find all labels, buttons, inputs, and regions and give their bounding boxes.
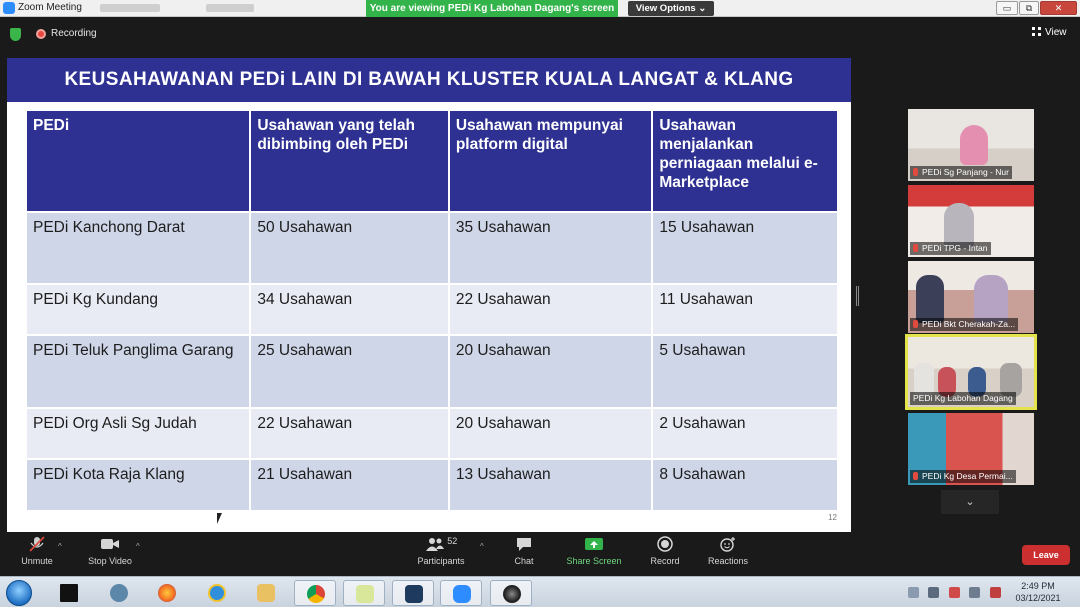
slide-page-number: 12	[828, 513, 837, 522]
table-header-row	[27, 111, 837, 211]
participants-count: 52	[447, 536, 458, 546]
table-cell: PEDi Teluk Panglima Garang	[27, 336, 249, 407]
internet-explorer-icon	[208, 584, 226, 602]
view-label: View	[1045, 27, 1067, 38]
unmute-button[interactable]	[16, 536, 58, 566]
clock-time: 2:49 PM	[1021, 581, 1055, 591]
network-icon[interactable]	[969, 587, 980, 598]
participant-name-tag	[910, 242, 991, 255]
recording-icon	[36, 29, 46, 39]
windows-taskbar	[0, 576, 1080, 607]
monitor-icon	[405, 585, 423, 603]
window-title: Zoom Meeting	[18, 2, 82, 13]
panel-resize-handle[interactable]	[856, 286, 859, 306]
person-figure	[916, 275, 944, 323]
mouse-cursor-icon	[217, 513, 222, 524]
mic-muted-icon	[913, 320, 918, 328]
table-cell: 13 Usahawan	[450, 460, 652, 510]
table-cell: PEDi Kg Kundang	[27, 285, 249, 334]
view-options-button[interactable]	[628, 1, 714, 16]
chevron-down-icon: ⌄	[965, 496, 975, 508]
chrome-icon	[307, 585, 325, 603]
table-row	[27, 409, 837, 458]
chevron-down-icon: ⌄	[698, 3, 707, 14]
video-tile[interactable]	[908, 261, 1034, 333]
table-row	[27, 285, 837, 334]
minimize-button[interactable]: ▭	[996, 1, 1018, 15]
taskbar-app-chrome[interactable]	[294, 580, 336, 606]
reactions-label: Reactions	[707, 556, 749, 566]
taskbar-app-firefox[interactable]	[146, 580, 188, 606]
table-cell: 11 Usahawan	[653, 285, 837, 334]
person-figure	[960, 125, 988, 165]
table-cell: PEDi Kanchong Darat	[27, 213, 249, 283]
table-cell: PEDi Kota Raja Klang	[27, 460, 249, 510]
taskbar-clock[interactable]	[1010, 580, 1066, 604]
clock-date: 03/12/2021	[1015, 593, 1061, 603]
participants-icon-group	[421, 536, 461, 552]
document-app-icon	[60, 584, 78, 602]
microphone-muted-icon	[28, 536, 46, 552]
table-row	[27, 336, 837, 407]
person-figure	[974, 275, 1008, 323]
leave-meeting-button[interactable]: Leave	[1022, 545, 1070, 565]
participant-name-tag	[910, 470, 1016, 483]
participant-name: PEDi TPG - Intan	[922, 243, 988, 253]
view-options-label: View Options	[635, 3, 696, 14]
table-cell: 2 Usahawan	[653, 409, 837, 458]
table-cell: 20 Usahawan	[450, 409, 652, 458]
column-header: Usahawan yang telah dibimbing oleh PEDi	[251, 111, 447, 211]
camera-icon	[503, 585, 521, 603]
participant-name-tag	[910, 392, 1016, 405]
folder-icon	[257, 584, 275, 602]
participants-button[interactable]	[413, 536, 469, 566]
security-icon[interactable]	[949, 587, 960, 598]
tab-placeholder	[100, 4, 160, 12]
meeting-toolbar	[0, 532, 1080, 575]
system-tray	[908, 585, 1006, 599]
record-button[interactable]	[648, 536, 682, 566]
video-options-caret-icon[interactable]: ^	[136, 542, 140, 551]
column-header: Usahawan menjalankan perniagaan melalui e-Marketplace	[653, 111, 837, 211]
table-cell: 5 Usahawan	[653, 336, 837, 407]
reactions-button[interactable]	[705, 536, 751, 566]
chat-button[interactable]	[508, 536, 540, 566]
video-camera-icon	[100, 536, 120, 552]
share-screen-label: Share Screen	[566, 556, 622, 566]
action-center-icon[interactable]	[990, 587, 1001, 598]
restore-button[interactable]: ⧉	[1019, 1, 1039, 15]
participant-name-tag	[910, 166, 1012, 179]
share-screen-icon	[584, 536, 604, 552]
table-cell: 21 Usahawan	[251, 460, 447, 510]
title-bar	[0, 0, 1080, 17]
participant-name: PEDi Bkt Cherakah-Za...	[922, 319, 1016, 329]
video-tile[interactable]	[908, 109, 1034, 181]
column-header: PEDi	[27, 111, 249, 211]
participant-name: PEDi Kg Desa Permai...	[922, 471, 1013, 481]
show-hidden-icons-icon[interactable]	[908, 587, 919, 598]
share-screen-button[interactable]	[565, 536, 623, 566]
taskbar-app-zoom[interactable]	[440, 580, 482, 606]
start-button-icon[interactable]	[6, 580, 32, 606]
pedi-table	[25, 109, 839, 512]
close-button[interactable]: ✕	[1040, 1, 1077, 15]
stop-video-button[interactable]	[84, 536, 136, 566]
tab-placeholder	[206, 4, 254, 12]
mic-muted-icon	[913, 472, 918, 480]
table-cell: 35 Usahawan	[450, 213, 652, 283]
record-label: Record	[650, 556, 680, 566]
smiley-plus-icon	[719, 536, 737, 552]
zoom-icon	[453, 585, 471, 603]
table-cell: 15 Usahawan	[653, 213, 837, 283]
taskbar-app-document[interactable]	[48, 580, 90, 606]
mic-muted-icon	[913, 244, 918, 252]
participant-name-tag	[910, 318, 1018, 331]
record-icon	[656, 536, 674, 552]
people-icon	[425, 536, 445, 552]
firefox-icon	[158, 584, 176, 602]
scroll-down-tiles-button[interactable]	[941, 490, 999, 514]
video-tile[interactable]	[908, 413, 1034, 485]
taskbar-app-notes[interactable]	[343, 580, 385, 606]
participants-options-caret-icon[interactable]: ^	[480, 542, 484, 551]
column-header: Usahawan mempunyai platform digital	[450, 111, 652, 211]
table-cell: 20 Usahawan	[450, 336, 652, 407]
table-cell: 50 Usahawan	[251, 213, 447, 283]
chat-label: Chat	[514, 556, 534, 566]
taskbar-app-camera[interactable]	[490, 580, 532, 606]
video-tile-active-speaker[interactable]	[905, 334, 1037, 410]
taskbar-app-file-explorer[interactable]	[245, 580, 287, 606]
viewing-banner: You are viewing PEDi Kg Labohan Dagang's screen	[366, 0, 618, 17]
shared-screen	[7, 58, 851, 532]
recording-label[interactable]: Recording	[51, 28, 97, 39]
slide-title: KEUSAHAWANAN PEDi LAIN DI BAWAH KLUSTER KUALA LANGAT & KLANG	[64, 69, 794, 90]
mic-muted-icon	[913, 168, 918, 176]
table-cell: 8 Usahawan	[653, 460, 837, 510]
meeting-top-bar	[0, 17, 1080, 51]
view-button[interactable]	[1032, 27, 1067, 38]
unmute-label: Unmute	[21, 556, 53, 566]
audio-options-caret-icon[interactable]: ^	[58, 542, 62, 551]
grid-icon	[1032, 27, 1041, 36]
table-cell: 22 Usahawan	[450, 285, 652, 334]
taskbar-app-screen[interactable]	[392, 580, 434, 606]
chat-bubble-icon	[515, 536, 533, 552]
participant-name: PEDi Sg Panjang - Nur	[922, 167, 1009, 177]
table-cell: 22 Usahawan	[251, 409, 447, 458]
taskbar-app-internet-explorer[interactable]	[196, 580, 238, 606]
table-cell: 25 Usahawan	[251, 336, 447, 407]
participants-label: Participants	[417, 556, 465, 566]
volume-icon[interactable]	[928, 587, 939, 598]
tool-app-icon	[110, 584, 128, 602]
participant-name: PEDi Kg Labohan Dagang	[913, 393, 1013, 403]
stop-video-label: Stop Video	[88, 556, 132, 566]
table-row	[27, 460, 837, 510]
table-cell: PEDi Org Asli Sg Judah	[27, 409, 249, 458]
taskbar-app-tool[interactable]	[98, 580, 140, 606]
zoom-app-icon	[3, 2, 15, 14]
notes-icon	[356, 585, 374, 603]
table-cell: 34 Usahawan	[251, 285, 447, 334]
video-tile[interactable]	[908, 185, 1034, 257]
table-row	[27, 213, 837, 283]
shield-icon[interactable]	[10, 28, 21, 41]
